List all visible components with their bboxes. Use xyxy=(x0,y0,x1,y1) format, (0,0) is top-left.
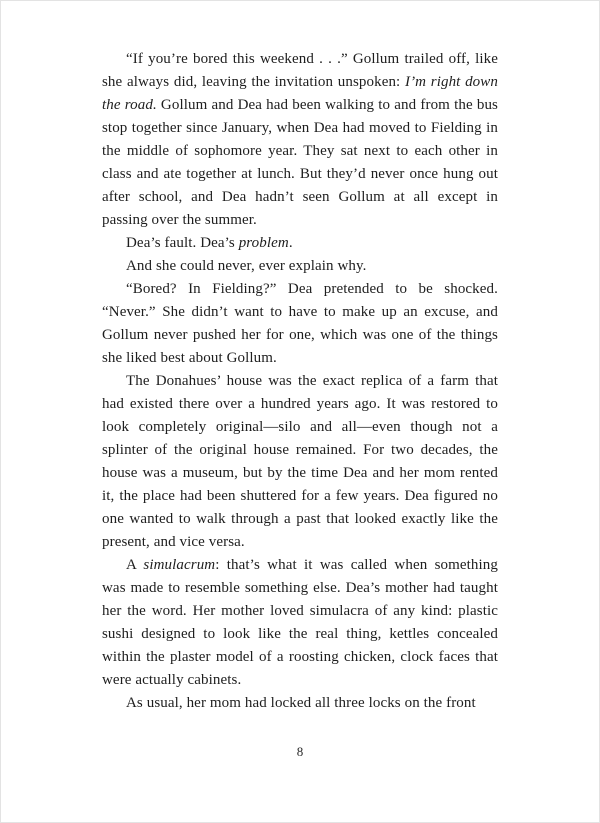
text-segment: “Bored? In Fielding?” Dea pretended to be shocked. “Never.” She didn’t want to have to make up an excuse, and Gollum never pushed her for one, which was one of the things she liked best about Gollum. xyxy=(102,281,498,366)
text-segment: As usual, her mom had locked all three locks on the front xyxy=(126,695,476,711)
italic-text-segment: problem xyxy=(238,235,289,251)
text-segment: . xyxy=(288,235,293,251)
paragraph xyxy=(102,278,498,370)
text-segment: : that’s what it was called when something was made to resemble something else. Dea’s mother had taught her the word. Her mother loved simulacra of any kind: plastic sushi designed to look like the real thing, kettles concealed within the plaster model of a roosting chicken, clock faces that were actually cabinets. xyxy=(102,557,498,688)
italic-text-segment: simulacrum xyxy=(143,557,216,573)
text-segment: Gollum and Dea had been walking to and from the bus stop together since January, when Dea had moved to Fielding in the middle of sophomore year. They sat next to each other in class and ate together at lunch. But they’d never once hung out after school, and Dea hadn’t seen Gollum at all except in passing over the summer. xyxy=(102,97,498,228)
page-number: 8 xyxy=(296,744,304,759)
italic-text-segment: I’m right down the road. xyxy=(102,74,498,113)
paragraph xyxy=(102,370,498,554)
page-text xyxy=(102,1,498,715)
paragraph xyxy=(102,255,498,278)
text-segment: The Donahues’ house was the exact replica of a farm that had existed there over a hundred years ago. It was restored to look completely original—silo and all—even though not a splinter of the original house remained. For two decades, the house was a museum, but by the time Dea and her mom rented it, the place had been shuttered for a few years. Dea figured no one wanted to walk through a past that looked exactly like the present, and vice versa. xyxy=(102,373,498,550)
paragraph xyxy=(102,554,498,692)
text-segment: “If you’re bored this weekend . . .” Gollum trailed off, like she always did, leaving the invitation unspoken: xyxy=(102,51,498,90)
text-segment: Dea’s fault. Dea’s xyxy=(126,235,239,251)
text-segment: A xyxy=(126,557,144,573)
paragraph xyxy=(102,48,498,232)
paragraph xyxy=(102,232,498,255)
text-segment: And she could never, ever explain why. xyxy=(126,258,367,274)
paragraph xyxy=(102,692,498,715)
